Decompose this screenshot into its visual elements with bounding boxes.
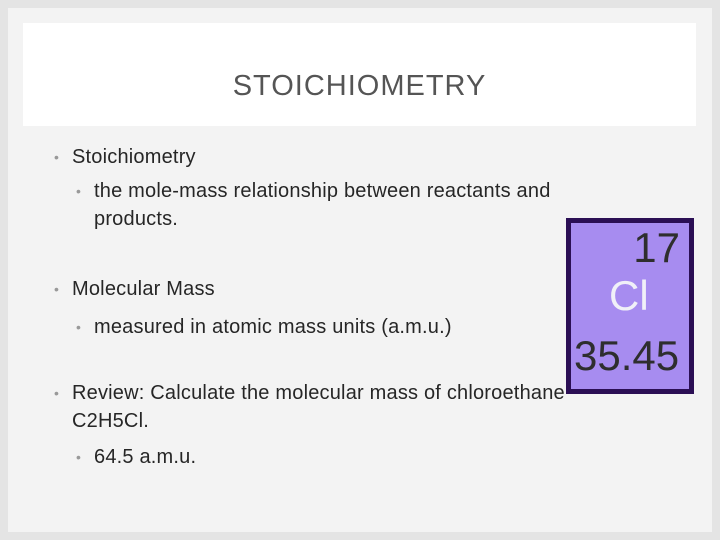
sub-bullet-item bbox=[76, 311, 452, 343]
bullet-dot: • bbox=[54, 281, 60, 297]
atomic-number: 17 bbox=[633, 224, 680, 271]
bullet-text: products. bbox=[94, 208, 179, 230]
bullet-text: measured in atomic mass units (a.m.u.) bbox=[94, 316, 452, 338]
bullet-text: Review: Calculate the molecular mass of chloroethane bbox=[72, 382, 565, 404]
bullet-continuation bbox=[72, 405, 149, 437]
chlorine-element-tile bbox=[566, 218, 694, 394]
slide-title: STOICHIOMETRY bbox=[232, 70, 487, 102]
bullet-text: C2H5Cl. bbox=[72, 410, 149, 432]
sub-bullet-item bbox=[76, 441, 197, 473]
atomic-mass: 35.45 bbox=[574, 332, 680, 379]
bullet-dot: • bbox=[76, 183, 82, 199]
bullet-dot: • bbox=[76, 319, 82, 335]
slide bbox=[8, 8, 712, 532]
bullet-text: Stoichiometry bbox=[72, 146, 196, 168]
bullet-text: 64.5 a.m.u. bbox=[94, 446, 197, 468]
bullet-dot: • bbox=[54, 149, 60, 165]
bullet-item bbox=[54, 141, 196, 173]
bullet-text: the mole-mass relationship between reactants and bbox=[94, 180, 551, 202]
bullet-dot: • bbox=[54, 385, 60, 401]
bullet-continuation bbox=[94, 203, 178, 235]
bullet-text: Molecular Mass bbox=[72, 278, 215, 300]
bullet-dot: • bbox=[76, 449, 82, 465]
bullet-item bbox=[54, 273, 215, 305]
element-symbol: Cl bbox=[609, 272, 649, 319]
